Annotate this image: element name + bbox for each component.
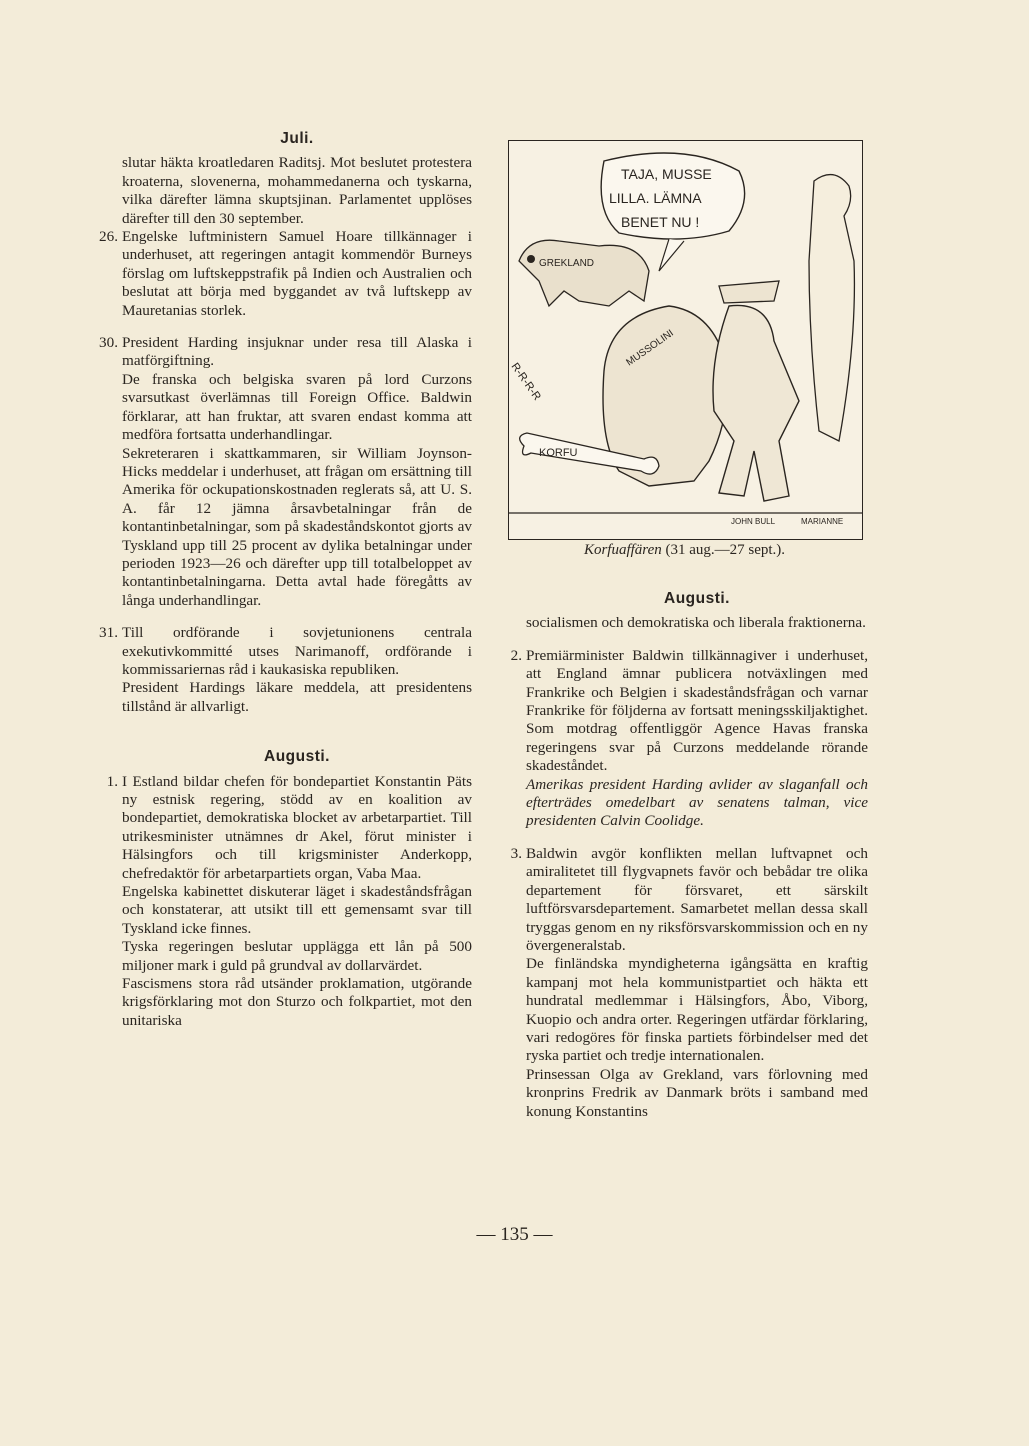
entry-number: 31. [99,624,118,642]
entry-number: 2. [510,646,522,664]
entry-paragraph: Prinsessan Olga av Grekland, vars förlovning med kronprins Fredrik av Danmark bröts i samband med konung Konstantins [526,1065,868,1120]
entry-paragraph: President Harding insjuknar under resa till Alaska i matförgiftning. [122,334,472,370]
entry-paragraph: Baldwin avgör konflikten mellan luftvapnet och amiralitetet till flygvapnets favör och bebådar tre olika departement för försvaret, ett särskilt luftförsvarsdepartement. Samarbetet mellan dessa skall tryggas genom en ny riksförsvarskommission och en ny övergeneralstab. [526,844,868,954]
cartoon-illustration [508,140,863,540]
cartoon-drawing [509,141,862,539]
page-number: — 135 — [476,1224,553,1245]
caption-title: Korfuaffären [583,542,662,558]
entry-30 [99,334,472,610]
entry-paragraph: Sekreteraren i skattkammaren, sir William Joynson-Hicks meddelar i underhuset, att frågan om ersättning till Amerika för ockupationskostnaden reglerats så, att U. S. A. får 12 jämna årsavbetalningar från de kontantinbetalningar, som på skadeståndskontot gjorts av Tyskland upp till 25 procent av dylika betalningar under perioden 1923—26 och därefter upp till totalbeloppet av kontantinbetalningarna. Detta avtal hade föregåtts av långa underhandlingar. [122,444,472,609]
john-bull-hat [719,281,779,303]
entry-paragraph: Fascismens stora råd utsänder proklamation, utgörande krigsförklaring mot don Sturzo och folkpartiet, mot den unitariska [122,975,472,1029]
entry-paragraph: Premiärminister Baldwin tillkännagiver i underhuset, att England ämnar publicera notväxlingen med Frankrike och Belgien i skadeståndsfrågan och varnar Frankrike för följderna av fortsatt meningsskiljaktighet. Som motdrag offentliggör Agence Havas franska regeringens svar på Curzons meddelande rörande skadeståndet. [526,646,868,775]
growl-label: R-R-R-R [509,360,543,403]
marianne-figure [809,175,854,441]
left-column [99,130,472,1030]
speech-line: BENET NU ! [621,214,700,230]
entry-paragraph: Till ordförande i sovjetunionens centrala exekutivkommitté utses Narimanoff, ordförande i kommissariernas råd i kaukasiska republiken. [122,624,472,678]
bulldog-label: MUSSOLINI [624,327,676,369]
entry-number: 1. [106,772,118,790]
bone-label: KORFU [539,447,578,459]
month-heading-augusti: Augusti. [264,748,330,766]
entry-paragraph: Tyska regeringen beslutar upplägga ett lån på 500 miljoner mark i guld på grundval av dollarvärdet. [122,938,472,974]
entry-31 [99,624,472,716]
small-dog [519,240,649,306]
entry-26 [99,228,472,320]
intro-paragraph: socialismen och demokratiska och liberala fraktionerna. [526,614,866,632]
entry-2 [510,646,868,831]
intro-paragraph: slutar häkta kroatledaren Raditsj. Mot beslutet protestera kroaterna, slovenerna, mohammedanerna och tyskarna, vilka därefter lämna skuptsjinan. Parlamentet upplöses därefter till den 30 september. [122,154,472,227]
entry-paragraph: I Estland bildar chefen för bondepartiet Konstantin Päts ny estnisk regering, stödd av en koalition av bondepartiet, demokratiska blocket av arbetarpartiet. Till utrikesminister utnämnes dr Akel, förut minister i Hälsingfors och till krigsminister Anderkopp, chefredaktör för arbetarpartiets organ, Vaba Maa. [122,772,472,882]
month-heading-juli: Juli. [280,130,314,147]
marianne-label: MARIANNE [801,517,844,526]
entry-1 [106,772,472,1031]
entry-3 [510,844,868,1121]
entry-paragraph: De franska och belgiska svaren på lord Curzons svarsutkast överlämnas till Foreign Office. Baldwin förklarar, att han fruktar, att svaren endast komma att medföra fortsatta underhandlingar. [122,370,472,444]
entry-paragraph-italic: Amerikas president Harding avlider av slaganfall och efterträdes omedelbart av senatens talman, vice presidenten Calvin Coolidge. [526,775,868,830]
month-heading-augusti-right: Augusti. [664,590,730,607]
entry-number: 30. [99,334,118,352]
john-bull-figure [713,305,799,501]
speech-line: TAJA, MUSSE [621,166,712,182]
entry-paragraph: Engelske luftministern Samuel Hoare tillkännager i underhuset, att regeringen antagit kommendör Burneys förslag om luftskeppstrafik på Indien och Australien och beslutat att börja med byggandet av två luftskepp av Mauretanias storlek. [122,228,472,319]
entry-number: 26. [99,228,118,246]
speech-line: LILLA. LÄMNA [609,190,702,206]
entry-number: 3. [510,844,522,862]
john-bull-label: JOHN BULL [731,517,776,526]
entry-paragraph: President Hardings läkare meddela, att presidentens tillstånd är allvarligt. [122,679,472,715]
cartoon-caption [508,542,861,559]
dog-label: GREKLAND [539,258,595,269]
caption-dates: (31 aug.—27 sept.). [665,542,786,558]
right-column [510,590,868,1121]
speech-tail [659,239,684,271]
entry-paragraph: Engelska kabinettet diskuterar läget i skadeståndsfrågan och konstaterar, att utsikt till ett gemensamt svar till Tyskland icke finnes. [122,883,472,937]
entry-paragraph: De finländska myndigheterna igångsätta en kraftig kampanj mot hela kommunistpartiet och häkta ett hundratal medlemmar i Hälsingfors, Åbo, Viborg, Kuopio och andra orter. Regeringen utfärdar förklaring, vari redogöres för finska partiets förbindelser med det ryska partiet och tredje internationalen. [526,955,868,1065]
